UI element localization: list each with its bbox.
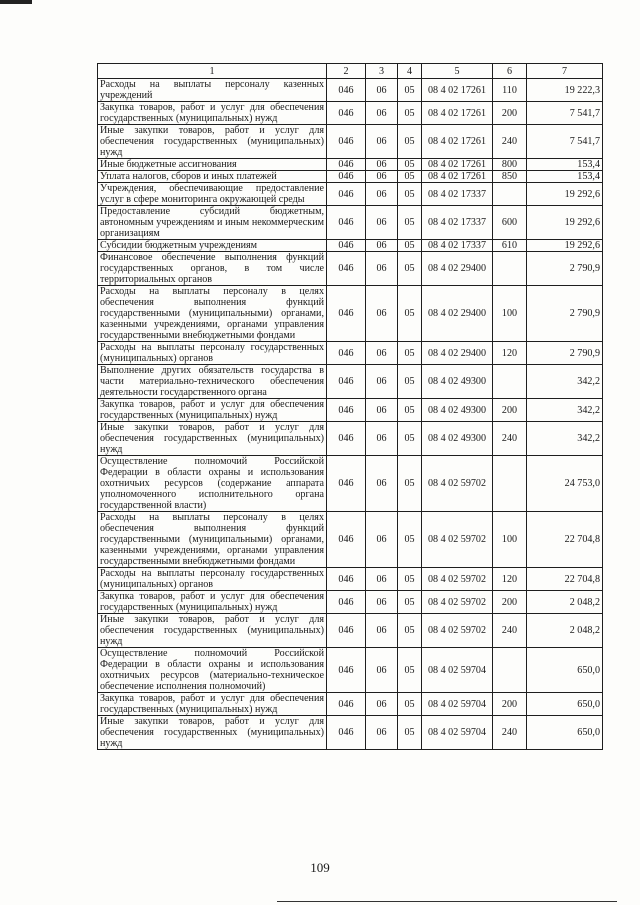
expense-name-cell: Закупка товаров, работ и услуг для обеспечения государственных (муниципальных) нужд bbox=[98, 693, 327, 716]
table-row bbox=[98, 286, 603, 342]
subsection-code-cell: 05 bbox=[398, 159, 422, 171]
expense-name-cell: Учреждения, обеспечивающие предоставление услуг в сфере мониторинга окружающей среды bbox=[98, 183, 327, 206]
target-item-cell: 08 4 02 17261 bbox=[422, 171, 493, 183]
ministry-code-cell: 046 bbox=[327, 240, 366, 252]
budget-table bbox=[97, 63, 603, 750]
section-code-cell: 06 bbox=[366, 171, 398, 183]
target-item-cell: 08 4 02 17261 bbox=[422, 102, 493, 125]
header-col-4: 4 bbox=[398, 64, 422, 79]
expense-type-cell: 240 bbox=[493, 422, 527, 456]
ministry-code-cell: 046 bbox=[327, 399, 366, 422]
table-row bbox=[98, 240, 603, 252]
expense-name-cell: Расходы на выплаты персоналу казенных учреждений bbox=[98, 79, 327, 102]
ministry-code-cell: 046 bbox=[327, 286, 366, 342]
target-item-cell: 08 4 02 17261 bbox=[422, 79, 493, 102]
section-code-cell: 06 bbox=[366, 286, 398, 342]
ministry-code-cell: 046 bbox=[327, 614, 366, 648]
expense-name-cell: Выполнение других обязательств государства в части материально-технического обеспечения деятельности государственного органа bbox=[98, 365, 327, 399]
ministry-code-cell: 046 bbox=[327, 79, 366, 102]
target-item-cell: 08 4 02 49300 bbox=[422, 365, 493, 399]
amount-cell: 19 292,6 bbox=[527, 183, 603, 206]
expense-type-cell bbox=[493, 183, 527, 206]
amount-cell: 7 541,7 bbox=[527, 102, 603, 125]
expense-type-cell: 850 bbox=[493, 171, 527, 183]
table-row bbox=[98, 159, 603, 171]
section-code-cell: 06 bbox=[366, 591, 398, 614]
target-item-cell: 08 4 02 17337 bbox=[422, 206, 493, 240]
expense-name-cell: Закупка товаров, работ и услуг для обеспечения государственных (муниципальных) нужд bbox=[98, 591, 327, 614]
expense-type-cell: 120 bbox=[493, 568, 527, 591]
expense-type-cell bbox=[493, 456, 527, 512]
subsection-code-cell: 05 bbox=[398, 716, 422, 750]
amount-cell: 2 048,2 bbox=[527, 591, 603, 614]
section-code-cell: 06 bbox=[366, 648, 398, 693]
target-item-cell: 08 4 02 59702 bbox=[422, 568, 493, 591]
table-row bbox=[98, 102, 603, 125]
target-item-cell: 08 4 02 17337 bbox=[422, 240, 493, 252]
section-code-cell: 06 bbox=[366, 614, 398, 648]
expense-type-cell: 100 bbox=[493, 286, 527, 342]
target-item-cell: 08 4 02 59702 bbox=[422, 614, 493, 648]
table-row bbox=[98, 365, 603, 399]
amount-cell: 153,4 bbox=[527, 171, 603, 183]
table-row bbox=[98, 568, 603, 591]
expense-type-cell: 240 bbox=[493, 716, 527, 750]
expense-name-cell: Закупка товаров, работ и услуг для обеспечения государственных (муниципальных) нужд bbox=[98, 399, 327, 422]
subsection-code-cell: 05 bbox=[398, 456, 422, 512]
expense-type-cell: 100 bbox=[493, 512, 527, 568]
table-row bbox=[98, 591, 603, 614]
table-header-row bbox=[98, 64, 603, 79]
table-row bbox=[98, 693, 603, 716]
expense-type-cell: 200 bbox=[493, 591, 527, 614]
header-col-7: 7 bbox=[527, 64, 603, 79]
expense-name-cell: Предоставление субсидий бюджетным, автономным учреждениям и иным некоммерческим организациям bbox=[98, 206, 327, 240]
ministry-code-cell: 046 bbox=[327, 456, 366, 512]
section-code-cell: 06 bbox=[366, 716, 398, 750]
subsection-code-cell: 05 bbox=[398, 365, 422, 399]
subsection-code-cell: 05 bbox=[398, 206, 422, 240]
ministry-code-cell: 046 bbox=[327, 648, 366, 693]
subsection-code-cell: 05 bbox=[398, 240, 422, 252]
subsection-code-cell: 05 bbox=[398, 79, 422, 102]
expense-name-cell: Уплата налогов, сборов и иных платежей bbox=[98, 171, 327, 183]
table-row bbox=[98, 614, 603, 648]
section-code-cell: 06 bbox=[366, 365, 398, 399]
ministry-code-cell: 046 bbox=[327, 102, 366, 125]
target-item-cell: 08 4 02 49300 bbox=[422, 422, 493, 456]
expense-type-cell: 610 bbox=[493, 240, 527, 252]
expense-name-cell: Расходы на выплаты персоналу в целях обеспечения выполнения функций государственными (муниципальными) органами, казенными учреждениями, органами управления государственными внебюджетными фондами bbox=[98, 286, 327, 342]
subsection-code-cell: 05 bbox=[398, 693, 422, 716]
section-code-cell: 06 bbox=[366, 183, 398, 206]
amount-cell: 2 790,9 bbox=[527, 342, 603, 365]
amount-cell: 650,0 bbox=[527, 693, 603, 716]
expense-name-cell: Иные закупки товаров, работ и услуг для обеспечения государственных (муниципальных) нужд bbox=[98, 125, 327, 159]
expense-type-cell: 110 bbox=[493, 79, 527, 102]
section-code-cell: 06 bbox=[366, 456, 398, 512]
target-item-cell: 08 4 02 17337 bbox=[422, 183, 493, 206]
expense-name-cell: Расходы на выплаты персоналу в целях обеспечения выполнения функций государственными (муниципальными) органами, казенными учреждениями, органами управления государственными внебюджетными фондами bbox=[98, 512, 327, 568]
expense-name-cell: Субсидии бюджетным учреждениям bbox=[98, 240, 327, 252]
subsection-code-cell: 05 bbox=[398, 171, 422, 183]
section-code-cell: 06 bbox=[366, 125, 398, 159]
subsection-code-cell: 05 bbox=[398, 342, 422, 365]
table-row bbox=[98, 252, 603, 286]
expense-name-cell: Осуществление полномочий Российской Федерации в области охраны и использования охотничьих ресурсов (материально-техническое обеспечение исполнения полномочий) bbox=[98, 648, 327, 693]
section-code-cell: 06 bbox=[366, 252, 398, 286]
ministry-code-cell: 046 bbox=[327, 693, 366, 716]
table-row bbox=[98, 716, 603, 750]
table-row bbox=[98, 399, 603, 422]
expense-type-cell: 600 bbox=[493, 206, 527, 240]
expense-name-cell: Финансовое обеспечение выполнения функций государственных органов, в том числе территориальных органов bbox=[98, 252, 327, 286]
section-code-cell: 06 bbox=[366, 512, 398, 568]
expense-name-cell: Иные закупки товаров, работ и услуг для обеспечения государственных (муниципальных) нужд bbox=[98, 716, 327, 750]
section-code-cell: 06 bbox=[366, 342, 398, 365]
expense-name-cell: Иные закупки товаров, работ и услуг для обеспечения государственных (муниципальных) нужд bbox=[98, 422, 327, 456]
amount-cell: 342,2 bbox=[527, 399, 603, 422]
target-item-cell: 08 4 02 59704 bbox=[422, 648, 493, 693]
expense-type-cell: 200 bbox=[493, 399, 527, 422]
table-row bbox=[98, 342, 603, 365]
section-code-cell: 06 bbox=[366, 422, 398, 456]
ministry-code-cell: 046 bbox=[327, 159, 366, 171]
subsection-code-cell: 05 bbox=[398, 512, 422, 568]
target-item-cell: 08 4 02 59702 bbox=[422, 512, 493, 568]
table-row bbox=[98, 456, 603, 512]
ministry-code-cell: 046 bbox=[327, 512, 366, 568]
subsection-code-cell: 05 bbox=[398, 102, 422, 125]
section-code-cell: 06 bbox=[366, 240, 398, 252]
ministry-code-cell: 046 bbox=[327, 591, 366, 614]
section-code-cell: 06 bbox=[366, 79, 398, 102]
expense-name-cell: Иные закупки товаров, работ и услуг для обеспечения государственных (муниципальных) нужд bbox=[98, 614, 327, 648]
subsection-code-cell: 05 bbox=[398, 252, 422, 286]
subsection-code-cell: 05 bbox=[398, 591, 422, 614]
subsection-code-cell: 05 bbox=[398, 614, 422, 648]
amount-cell: 19 292,6 bbox=[527, 206, 603, 240]
amount-cell: 22 704,8 bbox=[527, 568, 603, 591]
expense-name-cell: Расходы на выплаты персоналу государственных (муниципальных) органов bbox=[98, 342, 327, 365]
target-item-cell: 08 4 02 17261 bbox=[422, 125, 493, 159]
expense-type-cell bbox=[493, 252, 527, 286]
expense-type-cell: 120 bbox=[493, 342, 527, 365]
expense-type-cell: 240 bbox=[493, 125, 527, 159]
ministry-code-cell: 046 bbox=[327, 422, 366, 456]
table-row bbox=[98, 512, 603, 568]
amount-cell: 2 048,2 bbox=[527, 614, 603, 648]
amount-cell: 22 704,8 bbox=[527, 512, 603, 568]
expense-name-cell: Иные бюджетные ассигнования bbox=[98, 159, 327, 171]
expense-type-cell: 200 bbox=[493, 693, 527, 716]
table-row bbox=[98, 171, 603, 183]
expense-name-cell: Осуществление полномочий Российской Федерации в области охраны и использования охотничьих ресурсов (содержание аппарата уполномоченного исполнительного органа государственной власти) bbox=[98, 456, 327, 512]
subsection-code-cell: 05 bbox=[398, 286, 422, 342]
header-col-3: 3 bbox=[366, 64, 398, 79]
target-item-cell: 08 4 02 17261 bbox=[422, 159, 493, 171]
header-col-1: 1 bbox=[98, 64, 327, 79]
amount-cell: 2 790,9 bbox=[527, 252, 603, 286]
amount-cell: 19 222,3 bbox=[527, 79, 603, 102]
expense-name-cell: Закупка товаров, работ и услуг для обеспечения государственных (муниципальных) нужд bbox=[98, 102, 327, 125]
header-col-2: 2 bbox=[327, 64, 366, 79]
target-item-cell: 08 4 02 59702 bbox=[422, 591, 493, 614]
subsection-code-cell: 05 bbox=[398, 183, 422, 206]
subsection-code-cell: 05 bbox=[398, 399, 422, 422]
table-row bbox=[98, 79, 603, 102]
table-row bbox=[98, 183, 603, 206]
expense-type-cell bbox=[493, 365, 527, 399]
target-item-cell: 08 4 02 59702 bbox=[422, 456, 493, 512]
table-row bbox=[98, 648, 603, 693]
expense-type-cell: 800 bbox=[493, 159, 527, 171]
section-code-cell: 06 bbox=[366, 399, 398, 422]
amount-cell: 650,0 bbox=[527, 648, 603, 693]
target-item-cell: 08 4 02 29400 bbox=[422, 342, 493, 365]
target-item-cell: 08 4 02 59704 bbox=[422, 693, 493, 716]
target-item-cell: 08 4 02 49300 bbox=[422, 399, 493, 422]
section-code-cell: 06 bbox=[366, 693, 398, 716]
ministry-code-cell: 046 bbox=[327, 183, 366, 206]
table-body bbox=[98, 79, 603, 750]
section-code-cell: 06 bbox=[366, 102, 398, 125]
section-code-cell: 06 bbox=[366, 568, 398, 591]
expense-name-cell: Расходы на выплаты персоналу государственных (муниципальных) органов bbox=[98, 568, 327, 591]
section-code-cell: 06 bbox=[366, 206, 398, 240]
header-col-6: 6 bbox=[493, 64, 527, 79]
expense-type-cell: 200 bbox=[493, 102, 527, 125]
table-row bbox=[98, 206, 603, 240]
amount-cell: 19 292,6 bbox=[527, 240, 603, 252]
target-item-cell: 08 4 02 29400 bbox=[422, 286, 493, 342]
table-row bbox=[98, 422, 603, 456]
page-number: 109 bbox=[310, 860, 330, 875]
amount-cell: 24 753,0 bbox=[527, 456, 603, 512]
ministry-code-cell: 046 bbox=[327, 568, 366, 591]
amount-cell: 153,4 bbox=[527, 159, 603, 171]
target-item-cell: 08 4 02 59704 bbox=[422, 716, 493, 750]
table-row bbox=[98, 125, 603, 159]
expense-type-cell bbox=[493, 648, 527, 693]
ministry-code-cell: 046 bbox=[327, 342, 366, 365]
ministry-code-cell: 046 bbox=[327, 252, 366, 286]
section-code-cell: 06 bbox=[366, 159, 398, 171]
bottom-rule bbox=[277, 901, 617, 902]
ministry-code-cell: 046 bbox=[327, 171, 366, 183]
header-col-5: 5 bbox=[422, 64, 493, 79]
amount-cell: 7 541,7 bbox=[527, 125, 603, 159]
subsection-code-cell: 05 bbox=[398, 568, 422, 591]
ministry-code-cell: 046 bbox=[327, 125, 366, 159]
ministry-code-cell: 046 bbox=[327, 365, 366, 399]
amount-cell: 342,2 bbox=[527, 422, 603, 456]
amount-cell: 2 790,9 bbox=[527, 286, 603, 342]
expense-type-cell: 240 bbox=[493, 614, 527, 648]
amount-cell: 342,2 bbox=[527, 365, 603, 399]
ministry-code-cell: 046 bbox=[327, 206, 366, 240]
subsection-code-cell: 05 bbox=[398, 422, 422, 456]
ministry-code-cell: 046 bbox=[327, 716, 366, 750]
scan-corner-mark bbox=[0, 0, 32, 4]
subsection-code-cell: 05 bbox=[398, 648, 422, 693]
amount-cell: 650,0 bbox=[527, 716, 603, 750]
subsection-code-cell: 05 bbox=[398, 125, 422, 159]
target-item-cell: 08 4 02 29400 bbox=[422, 252, 493, 286]
